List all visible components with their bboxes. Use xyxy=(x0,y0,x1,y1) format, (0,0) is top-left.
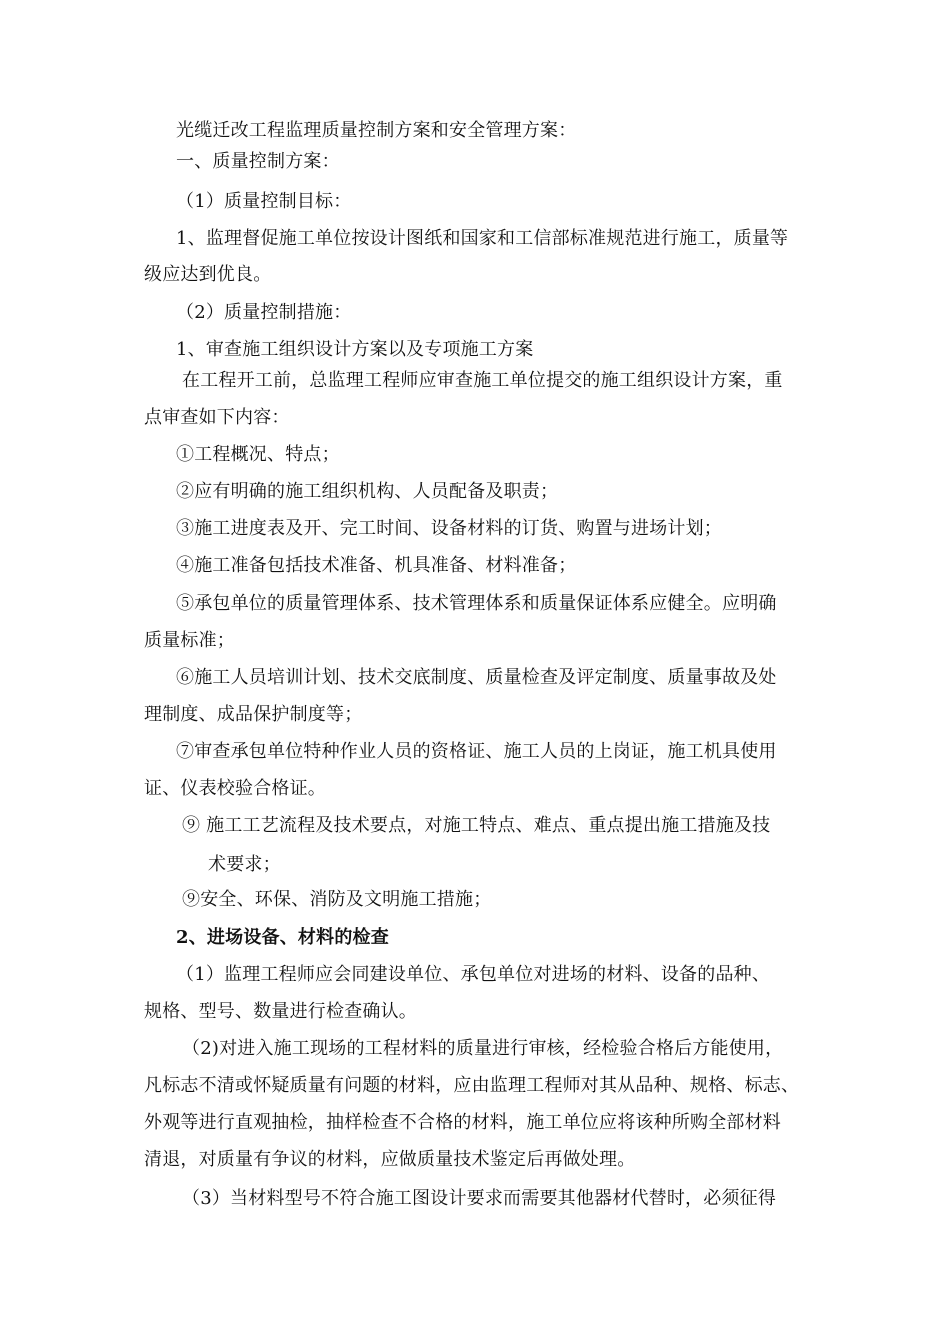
section-heading-quality-plan: 一、质量控制方案： xyxy=(176,151,340,172)
list-item: ⑤承包单位的质量管理体系、技术管理体系和质量保证体系应健全。应明确 xyxy=(176,593,777,614)
subheading-quality-goal: （1）质量控制目标： xyxy=(176,191,352,212)
paragraph-line: （1）监理工程师应会同建设单位、承包单位对进场的材料、设备的品种、 xyxy=(176,964,771,985)
list-item: ⑨ 施工工艺流程及技术要点，对施工特点、难点、重点提出施工措施及技 xyxy=(182,815,771,836)
measure-heading-review-plans: 1、审查施工组织设计方案以及专项施工方案 xyxy=(176,339,534,360)
measure-heading-material-check: 2、进场设备、材料的检查 xyxy=(176,927,389,948)
paragraph-line: （3）当材料型号不符合施工图设计要求而需要其他器材代替时，必须征得 xyxy=(182,1188,777,1209)
list-item: ③施工进度表及开、完工时间、设备材料的订货、购置与进场计划； xyxy=(176,518,722,539)
paragraph-line: 外观等进行直观抽检，抽样检查不合格的材料，施工单位应将该种所购全部材料 xyxy=(144,1112,781,1133)
paragraph-line: （2)对进入施工现场的工程材料的质量进行审核，经检验合格后方能使用， xyxy=(182,1038,784,1059)
list-item-continuation: 证、仪表校验合格证。 xyxy=(144,778,326,799)
subheading-quality-measures: （2）质量控制措施： xyxy=(176,302,352,323)
list-item: ⑦审查承包单位特种作业人员的资格证、施工人员的上岗证，施工机具使用 xyxy=(176,741,777,762)
paragraph-line: 1、监理督促施工单位按设计图纸和国家和工信部标准规范进行施工，质量等 xyxy=(176,228,789,249)
list-item-continuation: 术要求； xyxy=(208,854,281,875)
document-title: 光缆迁改工程监理质量控制方案和安全管理方案： xyxy=(176,120,577,141)
paragraph-line: 在工程开工前，总监理工程师应审查施工单位提交的施工组织设计方案，重 xyxy=(182,370,783,391)
paragraph-line: 凡标志不清或怀疑质量有问题的材料，应由监理工程师对其从品种、规格、标志、 xyxy=(144,1075,800,1096)
list-item-continuation: 理制度、成品保护制度等； xyxy=(144,704,363,725)
list-item: ①工程概况、特点； xyxy=(176,444,340,465)
paragraph-line: 点审查如下内容： xyxy=(144,407,290,428)
paragraph-line: 级应达到优良。 xyxy=(144,264,272,285)
list-item: ④施工准备包括技术准备、机具准备、材料准备； xyxy=(176,555,577,576)
paragraph-line: 清退，对质量有争议的材料，应做质量技术鉴定后再做处理。 xyxy=(144,1149,636,1170)
paragraph-line: 规格、型号、数量进行检查确认。 xyxy=(144,1001,417,1022)
list-item: ②应有明确的施工组织机构、人员配备及职责； xyxy=(176,481,559,502)
list-item-continuation: 质量标准； xyxy=(144,630,235,651)
list-item: ⑨安全、环保、消防及文明施工措施； xyxy=(182,889,492,910)
list-item: ⑥施工人员培训计划、技术交底制度、质量检查及评定制度、质量事故及处 xyxy=(176,667,777,688)
